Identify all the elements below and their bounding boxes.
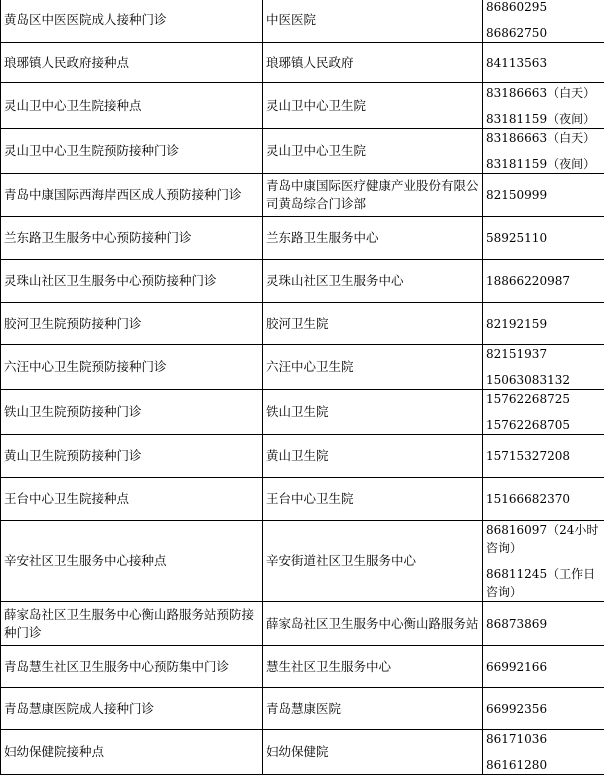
site-name-cell: 王台中心卫生院接种点: [1, 478, 263, 521]
phone-cell: [483, 602, 604, 646]
phone-cell: [483, 303, 604, 345]
site-name-cell: 青岛中康国际西海岸西区成人预防接种门诊: [1, 174, 263, 217]
table-row: [1, 602, 604, 646]
phone-number: 18866220987: [486, 272, 601, 290]
site-name-cell: 青岛慧康医院成人接种门诊: [1, 688, 263, 730]
organization-cell: 青岛中康国际医疗健康产业股份有限公司黄岛综合门诊部: [263, 174, 483, 217]
table-row: [1, 174, 604, 217]
organization-cell: 黄山卫生院: [263, 435, 483, 478]
phone-number: 15063083132: [486, 371, 601, 389]
phone-number: 86811245（工作日咨询）: [486, 565, 601, 601]
site-name-cell: 灵山卫中心卫生院预防接种门诊: [1, 129, 263, 174]
table-row: [1, 435, 604, 478]
phone-cell: [483, 345, 604, 390]
phone-number: 86171036: [486, 730, 601, 748]
phone-cell: [483, 174, 604, 217]
organization-cell: 灵珠山社区卫生服务中心: [263, 260, 483, 303]
site-name-cell: 辛安社区卫生服务中心接种点: [1, 521, 263, 602]
phone-cell: [483, 260, 604, 303]
organization-cell: 铁山卫生院: [263, 390, 483, 435]
organization-cell: 青岛慧康医院: [263, 688, 483, 730]
site-name-cell: 黄岛区中医医院成人接种门诊: [1, 0, 263, 43]
table-row: [1, 478, 604, 521]
phone-number: 58925110: [486, 229, 601, 247]
phone-number: 82151937: [486, 345, 601, 363]
organization-cell: 王台中心卫生院: [263, 478, 483, 521]
table-row: [1, 129, 604, 174]
site-name-cell: 灵珠山社区卫生服务中心预防接种门诊: [1, 260, 263, 303]
phone-cell: [483, 390, 604, 435]
phone-cell: [483, 129, 604, 174]
table-row: [1, 303, 604, 345]
phone-number: 83186663（白天）: [486, 129, 601, 147]
phone-cell: [483, 217, 604, 260]
phone-cell: [483, 688, 604, 730]
phone-number: 83186663（白天）: [486, 84, 601, 102]
organization-cell: 辛安街道社区卫生服务中心: [263, 521, 483, 602]
site-name-cell: 琅琊镇人民政府接种点: [1, 43, 263, 83]
table-row: [1, 260, 604, 303]
phone-number: 86873869: [486, 615, 601, 633]
phone-number: 82192159: [486, 315, 601, 333]
phone-cell: [483, 646, 604, 688]
site-name-cell: 六汪中心卫生院预防接种门诊: [1, 345, 263, 390]
site-name-cell: 黄山卫生院预防接种门诊: [1, 435, 263, 478]
phone-number: 86161280: [486, 756, 601, 774]
phone-number: 86860295: [486, 0, 601, 16]
phone-number: 15762268705: [486, 416, 601, 434]
site-name-cell: 妇幼保健院接种点: [1, 730, 263, 775]
organization-cell: 薛家岛社区卫生服务中心衡山路服务站: [263, 602, 483, 646]
table-row: [1, 730, 604, 775]
phone-number: 86862750: [486, 24, 601, 42]
phone-number: 15762268725: [486, 390, 601, 408]
organization-cell: 中医医院: [263, 0, 483, 43]
site-name-cell: 灵山卫中心卫生院接种点: [1, 83, 263, 129]
phone-number: 15715327208: [486, 447, 601, 465]
table-row: [1, 83, 604, 129]
organization-cell: 胶河卫生院: [263, 303, 483, 345]
table-row: [1, 0, 604, 43]
table-row: [1, 43, 604, 83]
site-name-cell: 青岛慧生社区卫生服务中心预防集中门诊: [1, 646, 263, 688]
phone-cell: [483, 521, 604, 602]
table-row: [1, 390, 604, 435]
site-name-cell: 胶河卫生院预防接种门诊: [1, 303, 263, 345]
table-row: [1, 688, 604, 730]
organization-cell: 灵山卫中心卫生院: [263, 129, 483, 174]
organization-cell: 六汪中心卫生院: [263, 345, 483, 390]
organization-cell: 妇幼保健院: [263, 730, 483, 775]
site-name-cell: 兰东路卫生服务中心预防接种门诊: [1, 217, 263, 260]
phone-cell: [483, 43, 604, 83]
table-row: [1, 217, 604, 260]
phone-number: 86816097（24小时咨询）: [486, 521, 601, 557]
organization-cell: 灵山卫中心卫生院: [263, 83, 483, 129]
table-body: [1, 0, 604, 775]
site-name-cell: 铁山卫生院预防接种门诊: [1, 390, 263, 435]
phone-number: 83181159（夜间）: [486, 110, 601, 128]
organization-cell: 琅琊镇人民政府: [263, 43, 483, 83]
phone-number: 66992356: [486, 700, 601, 718]
phone-number: 82150999: [486, 186, 601, 204]
organization-cell: 兰东路卫生服务中心: [263, 217, 483, 260]
site-name-cell: 薛家岛社区卫生服务中心衡山路服务站预防接种门诊: [1, 602, 263, 646]
phone-number: 84113563: [486, 54, 601, 72]
organization-cell: 慧生社区卫生服务中心: [263, 646, 483, 688]
phone-cell: [483, 0, 604, 43]
phone-cell: [483, 83, 604, 129]
phone-number: 66992166: [486, 658, 601, 676]
table-row: [1, 646, 604, 688]
phone-number: 83181159（夜间）: [486, 155, 601, 173]
phone-cell: [483, 478, 604, 521]
phone-cell: [483, 435, 604, 478]
phone-cell: [483, 730, 604, 775]
table-row: [1, 345, 604, 390]
phone-number: 15166682370: [486, 490, 601, 508]
table-row: [1, 521, 604, 602]
